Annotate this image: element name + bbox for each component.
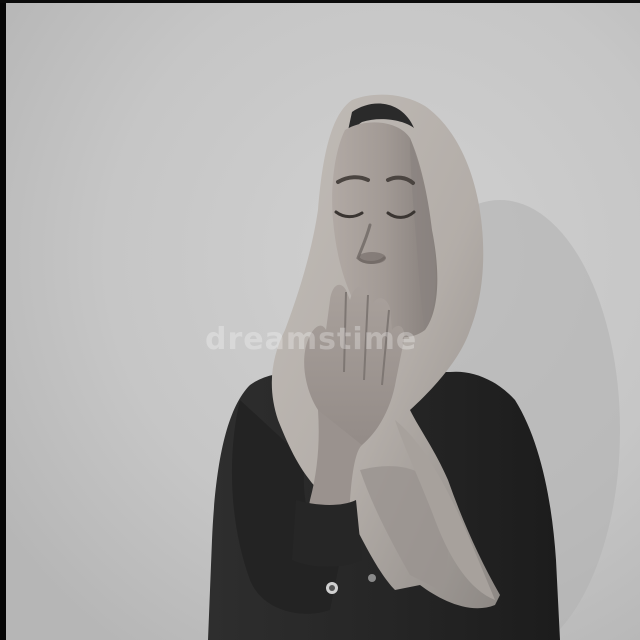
shirt-button-hole <box>329 585 335 591</box>
shirt-button-2 <box>368 574 376 582</box>
left-edge <box>0 0 6 640</box>
sleeve-cuff <box>292 500 362 567</box>
top-edge <box>0 0 640 3</box>
nostril-shadow <box>358 252 386 264</box>
watermark-text: dreamstime <box>205 322 418 357</box>
